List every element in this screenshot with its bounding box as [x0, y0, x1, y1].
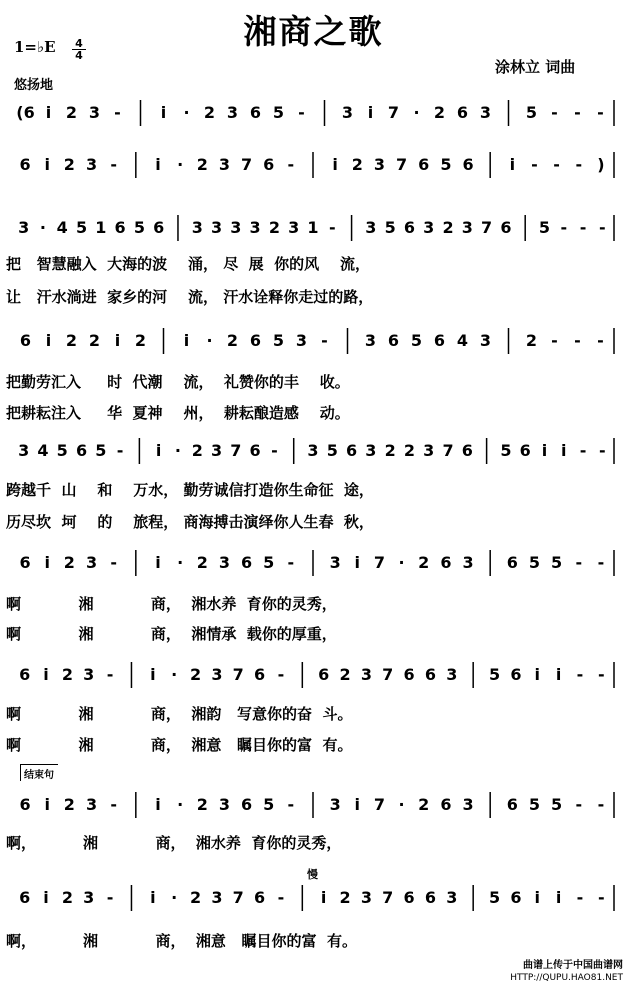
note-symbol: 2 [442, 218, 454, 237]
note-symbol: 3 [218, 553, 230, 572]
note-symbol: 6 [263, 155, 275, 174]
note-symbol: - [576, 665, 584, 684]
note-symbol: · [183, 103, 190, 122]
note-symbol: i [155, 441, 162, 460]
note-symbol: i [45, 103, 52, 122]
footer-credit [510, 960, 623, 984]
note-symbol: 3 [360, 665, 372, 684]
note-symbol: i [541, 441, 548, 460]
note-symbol: 2 [203, 103, 216, 122]
note-symbol: 6 [456, 103, 469, 122]
note-symbol: 2 [191, 441, 203, 460]
note-symbol: 3 [373, 155, 386, 174]
note-symbol: i [354, 553, 361, 572]
note-symbol: 2 [63, 553, 75, 572]
note-symbol: 6 [75, 441, 88, 460]
note-symbol: 6 [240, 795, 253, 814]
note-symbol: - [553, 155, 560, 174]
note-symbol: 5 [488, 665, 501, 684]
note-symbol: 6 [506, 553, 518, 572]
note-symbol: 6 [403, 218, 416, 237]
note-symbol: 3 [479, 331, 492, 350]
note-symbol: 6 [249, 331, 262, 350]
lyric-line: 让 汗水淌进 家乡的河 流， 汗水诠释你走过的路， [6, 288, 374, 306]
note-symbol: 4 [456, 331, 469, 350]
note-symbol: 2 [418, 553, 430, 572]
note-symbol: 3 [288, 218, 300, 237]
note-symbol: 6 [240, 553, 253, 572]
note-symbol: - [110, 553, 117, 572]
note-symbol: 6 [19, 155, 31, 174]
note-symbol: 3 [218, 155, 230, 174]
note-symbol: - [531, 155, 538, 174]
note-symbol: 7 [481, 218, 493, 237]
note-symbol: 3 [479, 103, 492, 122]
note-symbol: 6 [424, 888, 437, 907]
note-symbol: 5 [263, 553, 275, 572]
note-symbol: 5 [326, 441, 338, 460]
note-symbol: 6 [440, 795, 452, 814]
note-symbol: i [44, 795, 50, 814]
note-symbol: - [574, 331, 581, 350]
note-symbol: - [106, 888, 114, 907]
time-signature-bottom: 4 [72, 49, 86, 61]
note-symbol: 3 [88, 103, 101, 122]
note-symbol: 5 [272, 331, 285, 350]
note-symbol: 6 [506, 795, 518, 814]
note-symbol: 6 [249, 103, 262, 122]
note-symbol: 5 [500, 441, 512, 460]
note-symbol: 3 [360, 888, 372, 907]
note-symbol: 2 [61, 665, 73, 684]
note-symbol: 5 [410, 331, 423, 350]
lyric-line: 把耕耘注入 华 夏神 州， 耕耘酿造感 动。 [6, 404, 350, 422]
note-symbol: 3 [85, 155, 98, 174]
note-symbol: 5 [488, 888, 501, 907]
note-symbol: 2 [403, 441, 416, 460]
note-symbol: 6 [440, 553, 452, 572]
note-symbol: 6 [19, 331, 32, 350]
time-signature-top: 4 [75, 37, 83, 50]
note-symbol: 2 [189, 665, 202, 684]
note-symbol: - [597, 795, 605, 814]
note-symbol: 2 [418, 795, 430, 814]
note-symbol: 6 [318, 665, 330, 684]
note-symbol: - [598, 665, 605, 684]
note-symbol: i [509, 155, 516, 174]
note-symbol: 5 [75, 218, 88, 237]
note-symbol: · [39, 218, 46, 237]
lyric-line: 把勤劳汇入 时 代潮 流， 礼赞你的丰 收。 [6, 373, 350, 391]
note-symbol: 2 [196, 795, 208, 814]
note-symbol: 5 [263, 795, 275, 814]
note-symbol: 3 [85, 553, 98, 572]
note-symbol: · [171, 888, 178, 907]
note-symbol: 2 [351, 155, 363, 174]
note-symbol: 6 [433, 331, 446, 350]
tempo-marking: 悠扬地 [14, 78, 54, 93]
note-symbol: - [298, 103, 305, 122]
note-symbol: - [597, 103, 604, 122]
note-symbol: (6 [16, 103, 35, 122]
note-symbol: · [177, 795, 184, 814]
note-symbol: 7 [396, 155, 408, 174]
note-symbol: 1 [307, 218, 319, 237]
note-symbol: 2 [134, 331, 147, 350]
note-symbol: i [561, 441, 567, 460]
note-symbol: 3 [423, 441, 435, 460]
note-symbol: 2 [63, 155, 75, 174]
note-symbol: 6 [510, 665, 522, 684]
note-symbol: 2 [65, 103, 78, 122]
note-symbol: - [597, 553, 605, 572]
note-symbol: i [155, 795, 161, 814]
note-symbol: i [555, 665, 562, 684]
note-symbol: 2 [268, 218, 280, 237]
slow-mark: 慢 [307, 868, 318, 881]
note-symbol: 5 [525, 103, 538, 122]
note-symbol: 3 [230, 218, 242, 237]
note-symbol: 6 [462, 155, 474, 174]
note-symbol: 7 [373, 795, 386, 814]
footer-line-1: 曲谱上传于中国曲谱网 [523, 960, 623, 971]
note-symbol: - [575, 795, 583, 814]
note-symbol: 3 [341, 103, 354, 122]
note-symbol: - [597, 331, 604, 350]
note-symbol: 7 [442, 441, 454, 460]
note-symbol: · [398, 795, 405, 814]
note-symbol: 3 [365, 441, 377, 460]
note-symbol: - [110, 795, 117, 814]
note-symbol: 5 [384, 218, 396, 237]
note-symbol: 7 [232, 888, 244, 907]
note-symbol: 5 [551, 553, 563, 572]
note-symbol: 3 [191, 218, 203, 237]
note-symbol: - [287, 553, 295, 572]
note-symbol: - [110, 155, 117, 174]
lyric-line: 啊， 湘 商， 湘水养 育你的灵秀， [6, 834, 342, 852]
note-symbol: i [44, 155, 50, 174]
note-symbol: 6 [114, 218, 126, 237]
note-symbol: i [160, 103, 167, 122]
note-symbol: - [579, 218, 587, 237]
note-symbol: 5 [95, 441, 107, 460]
note-symbol: ) [597, 155, 605, 174]
note-symbol: 3 [365, 218, 377, 237]
note-symbol: - [287, 155, 295, 174]
note-symbol: 5 [551, 795, 563, 814]
note-symbol: 3 [211, 665, 223, 684]
lyric-line: 啊 湘 商， 湘韵 写意你的奋 斗。 [6, 705, 353, 723]
note-symbol: 5 [272, 103, 285, 122]
note-symbol: · [413, 103, 420, 122]
note-symbol: i [155, 155, 161, 174]
note-symbol: i [183, 331, 190, 350]
note-symbol: i [44, 553, 50, 572]
note-symbol: 2 [433, 103, 446, 122]
note-symbol: 3 [329, 795, 341, 814]
note-symbol: 6 [500, 218, 512, 237]
lyric-line: 啊， 湘 商， 湘意 瞩目你的富 有。 [6, 932, 358, 950]
note-symbol: 6 [249, 441, 261, 460]
note-symbol: - [328, 218, 336, 237]
key-signature: 1=♭E [14, 38, 56, 56]
note-symbol: 6 [19, 553, 31, 572]
note-symbol: 3 [226, 103, 239, 122]
note-symbol: 7 [240, 155, 253, 174]
note-symbol: - [114, 103, 121, 122]
note-symbol: 3 [462, 553, 474, 572]
note-symbol: 6 [387, 331, 400, 350]
note-symbol: 3 [210, 441, 223, 460]
lyric-line: 啊 湘 商， 湘意 瞩目你的富 有。 [6, 736, 353, 754]
note-symbol: 6 [510, 888, 522, 907]
note-symbol: 3 [18, 218, 30, 237]
note-symbol: 6 [461, 441, 473, 460]
note-symbol: 5 [56, 441, 68, 460]
note-symbol: · [177, 553, 184, 572]
note-symbol: 1 [95, 218, 107, 237]
note-symbol: 6 [19, 665, 31, 684]
lyric-line: 跨越千 山 和 万水， 勤劳诚信打造你生命征 途， [6, 481, 374, 499]
note-symbol: i [155, 553, 161, 572]
note-symbol: - [574, 103, 581, 122]
note-symbol: 5 [538, 218, 551, 237]
note-symbol: 3 [446, 888, 458, 907]
note-symbol: 3 [18, 441, 30, 460]
note-symbol: 2 [61, 888, 73, 907]
note-symbol: - [576, 888, 584, 907]
note-symbol: - [575, 553, 583, 572]
note-symbol: - [599, 441, 606, 460]
note-symbol: - [551, 103, 558, 122]
note-symbol: - [277, 665, 285, 684]
note-symbol: 3 [446, 665, 458, 684]
note-symbol: 6 [346, 441, 358, 460]
note-symbol: - [599, 218, 606, 237]
note-symbol: 6 [519, 441, 531, 460]
note-symbol: 2 [384, 441, 396, 460]
note-symbol: - [551, 331, 558, 350]
ending-marker: 结束句 [20, 764, 58, 781]
note-symbol: 6 [19, 795, 31, 814]
note-symbol: 3 [462, 795, 474, 814]
note-symbol: i [534, 888, 540, 907]
note-symbol: - [106, 665, 114, 684]
note-symbol: 3 [218, 795, 230, 814]
note-symbol: 3 [364, 331, 377, 350]
note-symbol: - [321, 331, 328, 350]
note-symbol: 3 [83, 665, 95, 684]
note-symbol: 3 [83, 888, 95, 907]
note-symbol: i [150, 665, 156, 684]
note-symbol: 6 [403, 888, 415, 907]
note-symbol: i [332, 155, 338, 174]
note-symbol: 3 [249, 218, 261, 237]
note-symbol: 6 [403, 665, 415, 684]
note-symbol: 5 [528, 795, 541, 814]
note-symbol: 6 [254, 665, 266, 684]
note-symbol: 2 [63, 795, 75, 814]
note-symbol: 6 [153, 218, 165, 237]
note-symbol: · [171, 665, 178, 684]
note-symbol: i [114, 331, 121, 350]
note-symbol: i [367, 103, 374, 122]
note-symbol: i [150, 888, 156, 907]
note-symbol: 2 [88, 331, 101, 350]
note-symbol: 2 [525, 331, 538, 350]
note-symbol: 3 [307, 441, 319, 460]
note-symbol: 3 [211, 888, 223, 907]
lyric-line: 啊 湘 商， 湘水养 育你的灵秀， [6, 595, 337, 613]
note-symbol: - [277, 888, 285, 907]
note-symbol: 6 [424, 665, 437, 684]
note-symbol: 7 [232, 665, 244, 684]
note-symbol: 7 [373, 553, 386, 572]
note-symbol: 3 [210, 218, 223, 237]
footer-url: HTTP://QUPU.HAO81.NET [510, 973, 623, 983]
note-symbol: 3 [329, 553, 341, 572]
note-symbol: 6 [19, 888, 31, 907]
note-symbol: - [560, 218, 568, 237]
song-title: 湘商之歌 [243, 12, 384, 51]
note-symbol: 2 [196, 553, 208, 572]
lyric-line: 历尽坎 坷 的 旅程， 商海搏击演绎你人生春 秋， [6, 513, 374, 531]
note-symbol: - [116, 441, 124, 460]
note-symbol: · [398, 553, 405, 572]
note-symbol: 5 [133, 218, 145, 237]
note-symbol: 2 [339, 888, 351, 907]
note-symbol: 2 [65, 331, 78, 350]
note-symbol: 2 [189, 888, 202, 907]
note-symbol: · [177, 155, 184, 174]
note-symbol: i [43, 665, 49, 684]
note-symbol: 3 [423, 218, 435, 237]
note-symbol: 6 [254, 888, 266, 907]
note-symbol: i [320, 888, 327, 907]
note-symbol: - [575, 155, 583, 174]
note-symbol: 7 [230, 441, 242, 460]
lyric-line: 把 智慧融入 大海的波 涌， 尽 展 你的风 流， [6, 255, 371, 273]
lyric-line: 啊 湘 商， 湘情承 载你的厚重， [6, 625, 337, 643]
note-symbol: 3 [295, 331, 308, 350]
note-symbol: 2 [226, 331, 239, 350]
note-symbol: 5 [528, 553, 541, 572]
author-credit: 涂林立 词曲 [495, 58, 576, 76]
note-symbol: 7 [382, 888, 394, 907]
note-symbol: 4 [37, 441, 49, 460]
note-symbol: 6 [418, 155, 430, 174]
note-symbol: i [45, 331, 52, 350]
note-symbol: i [555, 888, 562, 907]
note-symbol: - [271, 441, 278, 460]
note-symbol: · [174, 441, 182, 460]
note-symbol: 2 [196, 155, 208, 174]
note-symbol: 7 [387, 103, 400, 122]
note-symbol: i [354, 795, 361, 814]
note-symbol: i [534, 665, 540, 684]
note-symbol: 3 [461, 218, 473, 237]
note-symbol: - [287, 795, 295, 814]
note-symbol: 4 [56, 218, 68, 237]
note-symbol: · [206, 331, 213, 350]
note-symbol: 3 [85, 795, 98, 814]
note-symbol: - [579, 441, 587, 460]
note-symbol: i [43, 888, 49, 907]
note-symbol: 2 [339, 665, 351, 684]
note-symbol: 7 [382, 665, 394, 684]
note-symbol: 5 [440, 155, 452, 174]
note-symbol: - [598, 888, 605, 907]
